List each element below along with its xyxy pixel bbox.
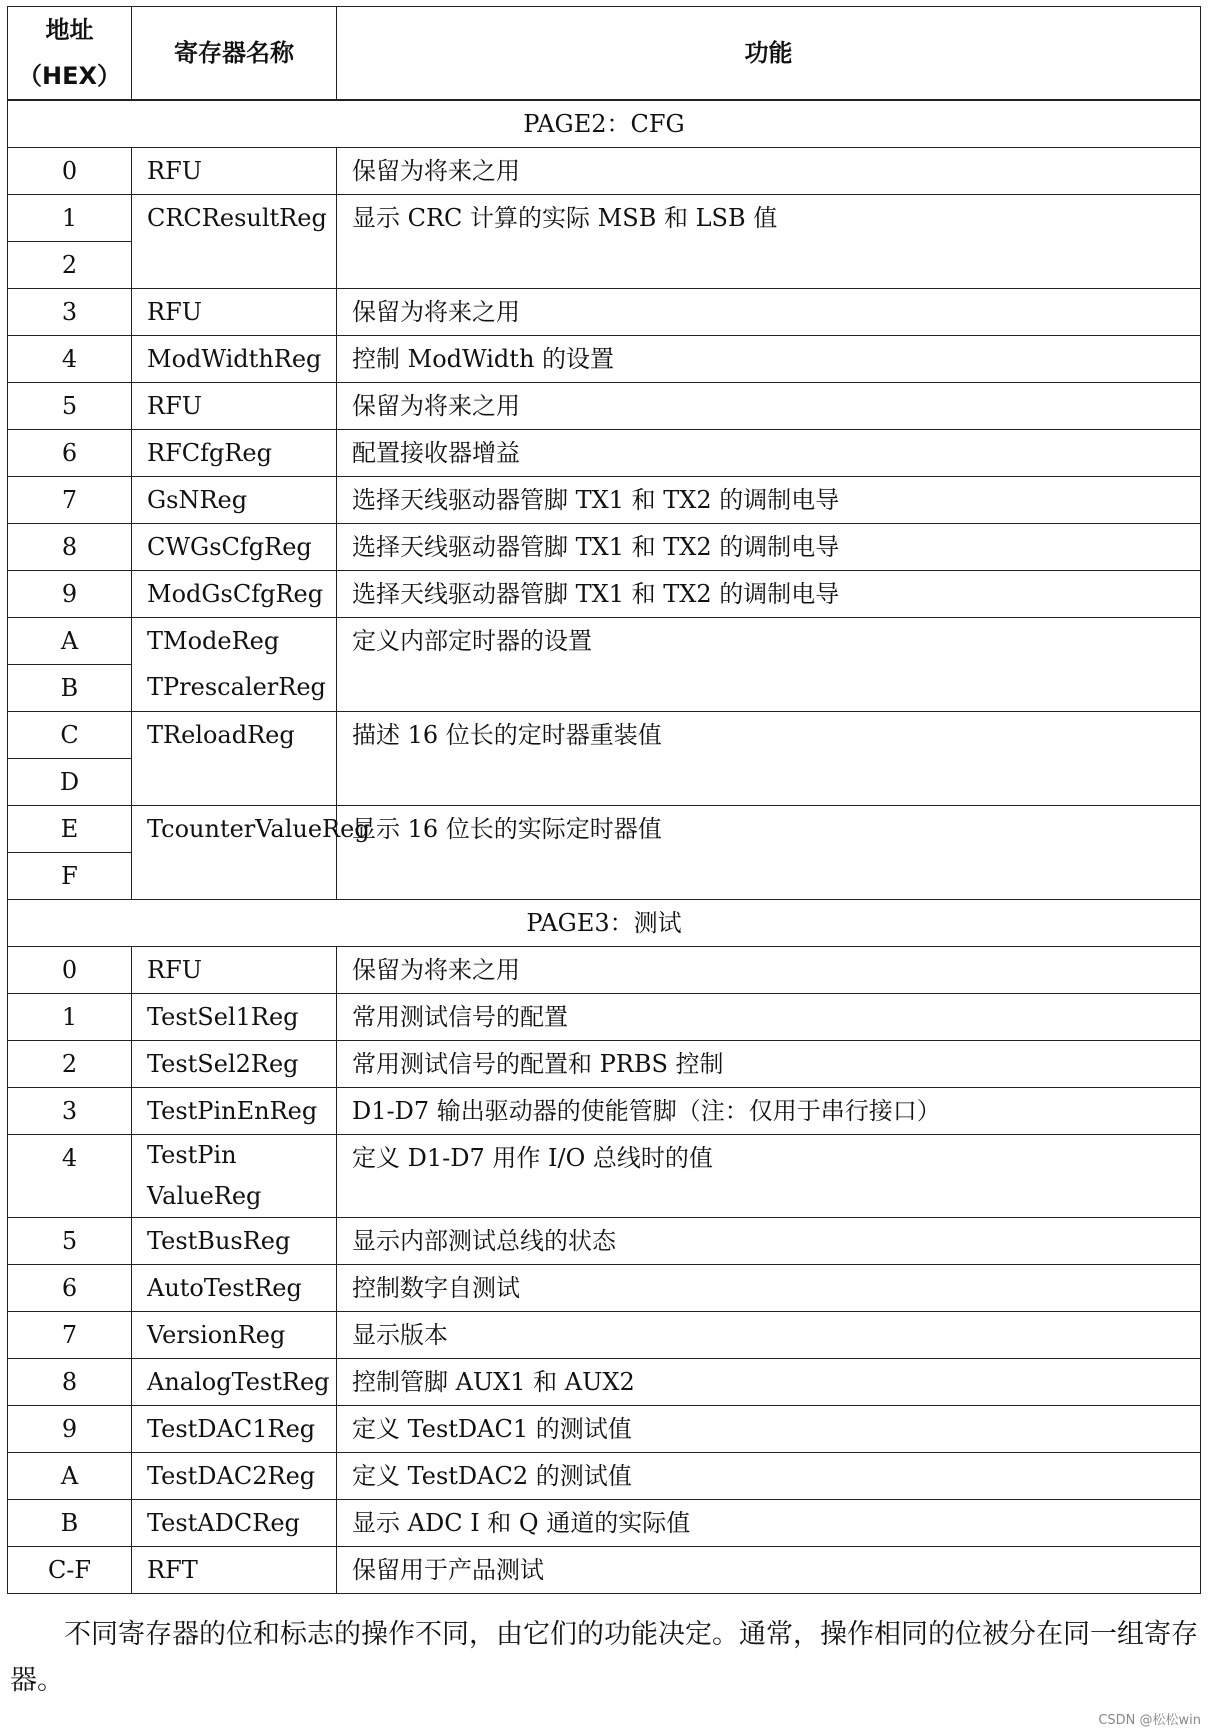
table-row	[8, 336, 1201, 383]
table-row	[8, 148, 1201, 195]
table-row	[8, 806, 1201, 853]
register-name-cell: RFU	[132, 148, 337, 195]
table-row	[8, 1406, 1201, 1453]
table-row	[8, 383, 1201, 430]
section-row	[8, 900, 1201, 947]
address-cell: 8	[8, 1359, 132, 1406]
address-cell: E	[8, 806, 132, 853]
register-name-line: ValueReg	[147, 1182, 262, 1210]
function-cell: 保留为将来之用	[337, 289, 1201, 336]
table-row	[8, 1500, 1201, 1547]
register-name-cell: TestBusReg	[132, 1218, 337, 1265]
table-row	[8, 712, 1201, 759]
section-title-page3: PAGE3：测试	[8, 900, 1201, 947]
table-row	[8, 994, 1201, 1041]
function-cell: 描述 16 位长的定时器重装值	[337, 712, 1201, 806]
function-cell: 选择天线驱动器管脚 TX1 和 TX2 的调制电导	[337, 477, 1201, 524]
address-cell: D	[8, 759, 132, 806]
function-cell: 显示版本	[337, 1312, 1201, 1359]
address-cell: 2	[8, 242, 132, 289]
address-cell: 2	[8, 1041, 132, 1088]
function-cell: 保留用于产品测试	[337, 1547, 1201, 1594]
address-cell: 0	[8, 947, 132, 994]
table-row	[8, 1547, 1201, 1594]
register-name-cell: VersionReg	[132, 1312, 337, 1359]
register-name-cell: ModGsCfgReg	[132, 571, 337, 618]
function-cell: 选择天线驱动器管脚 TX1 和 TX2 的调制电导	[337, 571, 1201, 618]
register-name-cell: ModWidthReg	[132, 336, 337, 383]
header-address-line1: 地址	[45, 16, 94, 44]
function-cell: 显示内部测试总线的状态	[337, 1218, 1201, 1265]
address-cell: F	[8, 853, 132, 900]
header-address-line2: （HEX）	[18, 62, 121, 90]
address-cell: A	[8, 618, 132, 665]
register-name-cell: RFU	[132, 289, 337, 336]
address-cell: 7	[8, 1312, 132, 1359]
address-cell: 7	[8, 477, 132, 524]
register-name-cell: TestSel2Reg	[132, 1041, 337, 1088]
register-name-cell: RFT	[132, 1547, 337, 1594]
function-cell: 定义内部定时器的设置	[337, 618, 1201, 712]
header-register-name: 寄存器名称	[132, 7, 337, 101]
address-cell: 9	[8, 571, 132, 618]
function-cell: 保留为将来之用	[337, 383, 1201, 430]
register-name-cell: AnalogTestReg	[132, 1359, 337, 1406]
register-name-cell: RFU	[132, 383, 337, 430]
function-cell: 定义 TestDAC2 的测试值	[337, 1453, 1201, 1500]
address-cell: 9	[8, 1406, 132, 1453]
table-row	[8, 477, 1201, 524]
address-cell: 8	[8, 524, 132, 571]
function-cell: 配置接收器增益	[337, 430, 1201, 477]
header-address	[8, 7, 132, 101]
function-cell: 保留为将来之用	[337, 148, 1201, 195]
watermark: CSDN @松松win	[1098, 1713, 1201, 1728]
register-name-line: TestPin	[147, 1141, 237, 1169]
table-row	[8, 195, 1201, 242]
address-cell: 4	[8, 336, 132, 383]
address-cell: B	[8, 1500, 132, 1547]
function-cell: 保留为将来之用	[337, 947, 1201, 994]
address-cell: A	[8, 1453, 132, 1500]
table-row	[8, 1359, 1201, 1406]
address-cell: 0	[8, 148, 132, 195]
register-name-line: TPrescalerReg	[147, 673, 326, 701]
table-row	[8, 430, 1201, 477]
table-row	[8, 1312, 1201, 1359]
table-row	[8, 571, 1201, 618]
address-cell: 3	[8, 1088, 132, 1135]
table-row	[8, 618, 1201, 665]
address-cell: 4	[8, 1135, 132, 1218]
register-name-cell: CRCResultReg	[132, 195, 337, 289]
body-paragraph: 不同寄存器的位和标志的操作不同，由它们的功能决定。通常，操作相同的位被分在同一组寄存器。	[10, 1619, 1198, 1696]
register-name-cell: TReloadReg	[132, 712, 337, 806]
register-name-cell: TestDAC1Reg	[132, 1406, 337, 1453]
address-cell: 3	[8, 289, 132, 336]
section-row	[8, 100, 1201, 148]
register-name-cell: RFCfgReg	[132, 430, 337, 477]
function-cell: 选择天线驱动器管脚 TX1 和 TX2 的调制电导	[337, 524, 1201, 571]
function-cell: 控制管脚 AUX1 和 AUX2	[337, 1359, 1201, 1406]
function-cell: 常用测试信号的配置和 PRBS 控制	[337, 1041, 1201, 1088]
section-title-page2: PAGE2：CFG	[8, 100, 1201, 148]
function-cell: 常用测试信号的配置	[337, 994, 1201, 1041]
function-cell: 显示 ADC I 和 Q 通道的实际值	[337, 1500, 1201, 1547]
function-cell: 显示 CRC 计算的实际 MSB 和 LSB 值	[337, 195, 1201, 289]
header-function: 功能	[337, 7, 1201, 101]
address-cell: C-F	[8, 1547, 132, 1594]
register-name-cell: TestDAC2Reg	[132, 1453, 337, 1500]
register-name-cell: TestSel1Reg	[132, 994, 337, 1041]
table-row	[8, 289, 1201, 336]
table-row	[8, 1135, 1201, 1218]
table-row	[8, 947, 1201, 994]
table-header	[8, 7, 1201, 101]
function-cell: 控制数字自测试	[337, 1265, 1201, 1312]
register-name-cell	[132, 1135, 337, 1218]
table-row	[8, 1265, 1201, 1312]
address-cell: 6	[8, 1265, 132, 1312]
address-cell: 6	[8, 430, 132, 477]
register-name-cell: RFU	[132, 947, 337, 994]
function-cell: 定义 D1-D7 用作 I/O 总线时的值	[337, 1135, 1201, 1218]
address-cell: C	[8, 712, 132, 759]
address-cell: 5	[8, 1218, 132, 1265]
function-cell: 控制 ModWidth 的设置	[337, 336, 1201, 383]
table-row	[8, 524, 1201, 571]
address-cell: 1	[8, 195, 132, 242]
register-name-line: TModeReg	[147, 627, 280, 655]
table-row	[8, 1453, 1201, 1500]
table-row	[8, 1041, 1201, 1088]
register-name-cell: TestADCReg	[132, 1500, 337, 1547]
register-name-cell: TcounterValueReg	[132, 806, 337, 900]
register-name-cell: CWGsCfgReg	[132, 524, 337, 571]
register-name-cell: TestPinEnReg	[132, 1088, 337, 1135]
function-cell: 定义 TestDAC1 的测试值	[337, 1406, 1201, 1453]
register-name-cell: GsNReg	[132, 477, 337, 524]
table-row	[8, 1218, 1201, 1265]
register-name-cell	[132, 618, 337, 712]
address-cell: 1	[8, 994, 132, 1041]
register-table	[7, 6, 1201, 1594]
function-cell: 显示 16 位长的实际定时器值	[337, 806, 1201, 900]
address-cell: B	[8, 665, 132, 712]
table-row	[8, 1088, 1201, 1135]
register-name-cell: AutoTestReg	[132, 1265, 337, 1312]
function-cell: D1-D7 输出驱动器的使能管脚（注：仅用于串行接口）	[337, 1088, 1201, 1135]
address-cell: 5	[8, 383, 132, 430]
